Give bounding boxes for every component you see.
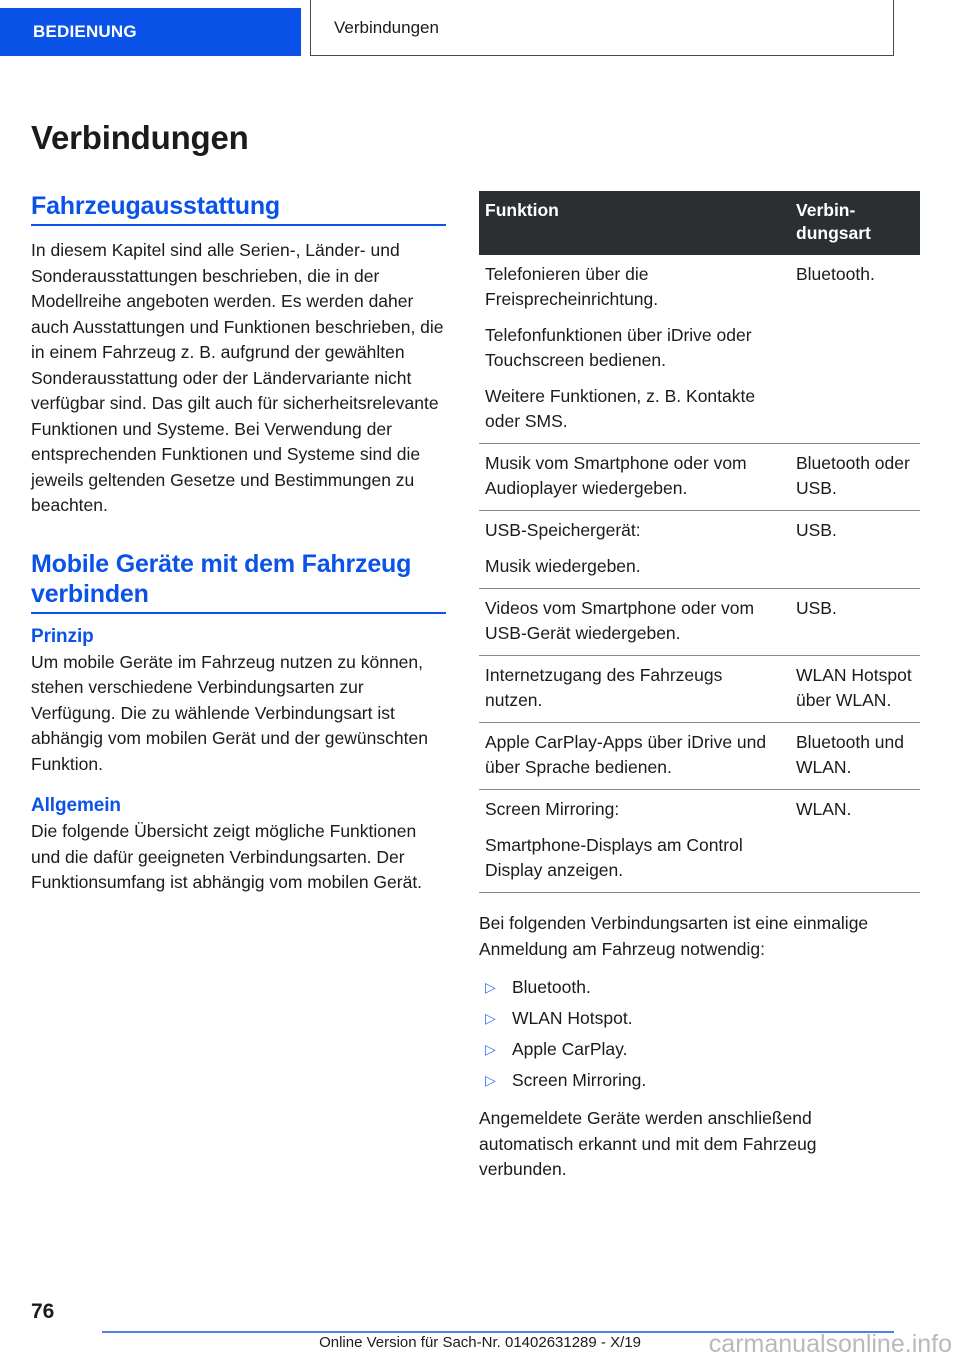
- triangle-bullet-icon: ▷: [485, 1041, 496, 1057]
- list-item: [479, 1065, 896, 1096]
- triangle-bullet-icon: ▷: [485, 1072, 496, 1088]
- table-row: [479, 723, 920, 790]
- table-row: [479, 790, 920, 893]
- list-item-label: Apple CarPlay.: [512, 1039, 628, 1059]
- table-cell-line: Internetzugang des Fahrzeugs nutzen.: [485, 665, 723, 710]
- table-cell-funktion: [479, 255, 790, 444]
- table-cell-line: USB-Speichergerät:: [485, 520, 641, 540]
- header-page-tab[interactable]: [310, 0, 894, 56]
- table-cell-line: Videos vom Smartphone oder vom USB-Gerät wiedergeben.: [485, 598, 755, 643]
- table-body: [479, 255, 920, 893]
- table-cell-line: Weitere Funktionen, z. B. Kontakte oder SMS.: [485, 386, 756, 431]
- table-row: [479, 656, 920, 723]
- list-item-label: Bluetooth.: [512, 977, 591, 997]
- table-header-row: [479, 191, 920, 255]
- table-cell-verbindungsart: USB.: [790, 511, 920, 589]
- table-row: [479, 589, 920, 656]
- table-cell-line: Musik vom Smartphone oder vom Audioplayer wiedergeben.: [485, 453, 747, 498]
- table-cell-line: Apple CarPlay-Apps über iDrive und über Sprache bedienen.: [485, 732, 767, 777]
- table-header-verbindungsart: Verbin- dungsart: [790, 191, 920, 255]
- header-section-tab[interactable]: [0, 8, 301, 56]
- watermark: carmanualsonline.info: [708, 1330, 952, 1358]
- paragraph-angemeldete-geraete: Angemeldete Geräte werden anschließend automatisch erkannt und mit dem Fahrzeug verbunden.: [479, 1108, 817, 1179]
- table-cell-line: Screen Mirroring:: [485, 799, 620, 819]
- page-title: Verbindungen: [31, 119, 249, 157]
- list-item: [479, 1003, 896, 1034]
- paragraph-allgemein: Die folgende Übersicht zeigt mögliche Funktionen und die dafür geeigneten Verbindungsarten. Der Funktionsumfang ist abhängig vom mobilen Gerät.: [31, 821, 423, 892]
- header-page-label: Verbindungen: [334, 17, 439, 37]
- heading-allgemein: Allgemein: [31, 795, 121, 816]
- table-cell-verbindungsart: WLAN.: [790, 790, 920, 893]
- list-item-label: WLAN Hotspot.: [512, 1008, 633, 1028]
- table-cell-funktion: [479, 790, 790, 893]
- connection-bullet-list: [479, 972, 896, 1096]
- triangle-bullet-icon: ▷: [485, 979, 496, 995]
- left-column: [31, 191, 446, 896]
- table-row: [479, 511, 920, 589]
- table-cell-line: Musik wiedergeben.: [485, 556, 641, 576]
- heading-rule: [31, 612, 446, 614]
- table-cell-verbindungsart: WLAN Hotspot über WLAN.: [790, 656, 920, 723]
- table-cell-funktion: [479, 511, 790, 589]
- connection-types-table: [479, 191, 920, 893]
- paragraph-anmeldung-intro: Bei folgenden Verbindungsarten ist eine einmalige Anmeldung am Fahrzeug notwendig:: [479, 913, 869, 959]
- paragraph-prinzip: Um mobile Geräte im Fahrzeug nutzen zu können, stehen verschiedene Verbindungsarten zur Verfügung. Die zu wählende Verbindungsart ist abhängig vom mobilen Gerät und der gewünschten Funktion.: [31, 651, 428, 774]
- footer-note: Online Version für Sach-Nr. 01402631289 - X/19: [319, 1334, 641, 1351]
- table-cell-verbindungsart: Bluetooth und WLAN.: [790, 723, 920, 790]
- heading-mobile-geraete: Mobile Geräte mit dem Fahrzeug verbinden: [31, 549, 412, 608]
- triangle-bullet-icon: ▷: [485, 1010, 496, 1026]
- table-row: [479, 444, 920, 511]
- table-cell-verbindungsart: Bluetooth.: [790, 255, 920, 444]
- paragraph-fahrzeugausstattung: In diesem Kapitel sind alle Serien-, Länder- und Sonderausstattungen beschrieben, die in der Modellreihe angeboten werden. Es werden daher auch Ausstattungen und Funktionen beschrieben, die in einem Fahrzeug z. B. aufgrund der gewählten Sonderausstattung oder der Ländervariante nicht verfügbar sind. Das gilt auch für sicherheitsrelevante Funktionen und Systeme. Bei Verwendung der entsprechenden Funktionen und Systeme sind die jeweils geltenden Gesetze und Bestimmungen zu beachten.: [31, 240, 444, 515]
- table-cell-line: Telefonieren über die Freisprecheinrichtung.: [485, 264, 659, 309]
- table-cell-line: Smartphone-Displays am Control Display anzeigen.: [485, 835, 743, 880]
- table-cell-funktion: [479, 656, 790, 723]
- table-cell-line: Telefonfunktionen über iDrive oder Touchscreen bedienen.: [485, 325, 752, 370]
- table-cell-funktion: [479, 444, 790, 511]
- running-header: [0, 8, 960, 56]
- heading-rule: [31, 224, 446, 226]
- right-column: [479, 191, 912, 1183]
- list-item-label: Screen Mirroring.: [512, 1070, 647, 1090]
- footer-page-number: 76: [31, 1300, 55, 1323]
- table-row: [479, 255, 920, 444]
- list-item: [479, 972, 896, 1003]
- list-item: [479, 1034, 896, 1065]
- heading-fahrzeugausstattung: Fahrzeugausstattung: [31, 192, 280, 220]
- table-cell-verbindungsart: USB.: [790, 589, 920, 656]
- table-cell-verbindungsart: Bluetooth oder USB.: [790, 444, 920, 511]
- heading-prinzip: Prinzip: [31, 625, 94, 647]
- table-cell-funktion: [479, 589, 790, 656]
- table-cell-funktion: [479, 723, 790, 790]
- table-header-funktion: Funktion: [479, 191, 790, 255]
- header-section-label: BEDIENUNG: [33, 22, 137, 41]
